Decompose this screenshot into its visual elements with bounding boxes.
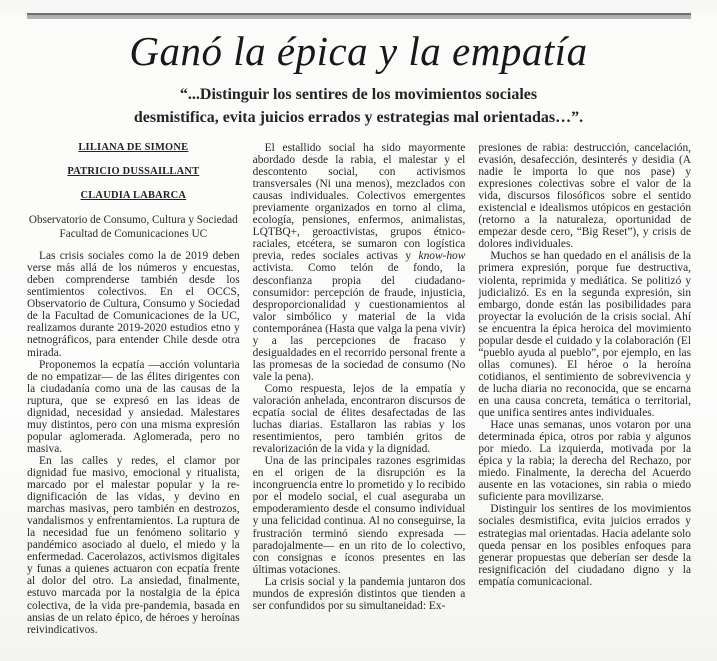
article-columns <box>0 142 717 636</box>
byline-block <box>27 142 240 241</box>
article-deck <box>0 83 717 129</box>
deck-line-2: desmistifica, evita juicios errados y estrategias mal orientadas…”. <box>133 109 584 126</box>
author-name: PATRICIO DUSSAILLANT <box>67 166 200 178</box>
column-3 <box>478 142 691 636</box>
column-2 <box>253 142 466 636</box>
article-paragraph: Como respuesta, lejos de la empatía y valoración anhelada, encontraron discursos de ecpatía social de élites desafectadas de las luchas diarias. Estallaron las rabias y los resentimientos, pero también gritos de revalorización de la vida y la dignidad. <box>252 382 466 456</box>
newspaper-page <box>0 13 717 661</box>
article-paragraph-continuation: presiones de rabia: destrucción, cancelación, evasión, desafección, desinterés y desidia (A nadie le importa lo que nos pase) y expresiones colectivas sobre el valor de la vida, discursos filosóficos sobre el sentido existencial e idealismos utópicos en gestación (retorno a la naturaleza, oportunidad de empezar desde cero, “Big Reset”), y crisis de dolores individuales. <box>478 142 692 251</box>
article-paragraph: La crisis social y la pandemia juntaron dos mundos de expresión distintos que tienden a ser confundidos por su simultaneidad: Ex- <box>252 575 466 612</box>
author-affiliation: Facultad de Comunicaciones UC <box>59 227 208 240</box>
article-paragraph: En las calles y redes, el clamor por dignidad fue masivo, emocional y ritualista, marcado por el malestar popular y la re-dignificación de las vidas, y devino en marchas masivas, pero también en destrozos, vandalismos y enfrentamientos. La ruptura de la necesidad fue un fenómeno solitario y pandémico asociado al duelo, el miedo y la enfermedad. Cacerolazos, activismos digitales y funas a quienes actuaron con ecpatía frente al dolor del otro. La ansiedad, finalmente, estuvo marcada por la nostalgia de la épica colectiva, de la vida pre-pandemia, basada en ansias de un relato épico, de héroes y heroínas reivindicativos. <box>27 454 240 636</box>
article-paragraph: Distinguir los sentires de los movimientos sociales desmistifica, evita juicios errados y estrategias mal orientadas. Hacia adelante solo queda pensar en los posibles enfoques para generar propuestas que deberían ser desde la resignificación del ciudadano digno y la empatía comunicacional. <box>478 503 692 588</box>
deck-line-1: “...Distinguir los sentires de los movimientos sociales <box>179 86 538 103</box>
article-paragraph: Muchos se han quedado en el análisis de la primera expresión, porque fue destructiva, violenta, reprimida y mediática. Se politizó y judicializó. Es en la segunda expresión, sin embargo, donde están las posibilidades para proyectar la evolución de la crisis social. Ahí se encuentra la épica heroica del movimiento popular desde el cuidado y la colaboración (El “pueblo ayuda al pueblo”, por ejemplo, en las ollas comunes). El héroe o la heroína cotidianos, el sentimiento de sobrevivencia y de lucha diaria no reconocida, que se encarna en una causa concreta, temática o territorial, que unifica sentires antes individuales. <box>478 250 692 420</box>
author-name: CLAUDIA LABARCA <box>80 190 187 202</box>
top-rule-divider <box>27 13 691 19</box>
author-name: LILIANA DE SIMONE <box>78 142 189 153</box>
article-paragraph: Proponemos la ecpatía —acción voluntaria de no empatizar— de las élites dirigentes con la ciudadanía como una de las causas de la ruptura, que se expresó en las ideas de dignidad, necesidad y ansiedad. Malestares muy distintos, pero con una misma expresión popular aglomerada. Aglomerada, pero no masiva. <box>27 358 240 455</box>
article-title: Ganó la épica y la empatía <box>129 28 588 74</box>
article-paragraph: Las crisis sociales como la de 2019 deben verse más allá de los números y encuestas, deben comprenderse también desde los sentimientos colectivos. En el OCCS, Observatorio de Cultura, Consumo y Sociedad de la Facultad de Comunicaciones de la UC, realizamos durante 2019-2020 estudios etno y netnográficos, para entender Chile desde otra mirada. <box>27 250 240 359</box>
article-paragraph: El estallido social ha sido mayormente abordado desde la rabia, el malestar y el descontento social, con activismos transversales (Ni una menos), mezclados con causas individuales. Colectivos emergentes previamente organizados en torno al clima, ecología, pensiones, enfermos, animalistas, LQTBQ+, geroactivistas, grupos étnico-raciales, etcétera, se sumaron con logística previa, redes sociales activas y know-how activista. Como telón de fondo, la desconfianza propia del ciudadano-consumidor: percepción de fraude, injusticia, desproporcionalidad y cuestionamientos al valor simbólico y material de la vida contemporánea (Hasta que valga la pena vivir) y a las percepciones de fracaso y desigualdades en el recorrido personal frente a las promesas de la sociedad de consumo (No vale la pena). <box>252 142 466 383</box>
author-affiliation: Observatorio de Consumo, Cultura y Sociedad <box>28 214 238 227</box>
article-paragraph: Una de las principales razones esgrimidas en el origen de la disrupción es la incongruencia entre lo prometido y lo recibido por el modelo social, el cual aseguraba un empoderamiento desde el consumo individual y una felicidad continua. Al no conseguirse, la frustración terminó siendo expresada —paradojalmente— en un rito de lo colectivo, con consignas e íconos presentes en las últimas votaciones. <box>252 455 466 576</box>
column-1 <box>27 142 240 636</box>
article-paragraph: Hace unas semanas, unos votaron por una determinada épica, otros por rabia y algunos por miedo. La izquierda, motivada por la épica y la rabia; la derecha del Rechazo, por miedo. Finalmente, la derecha del Acuerdo ausente en las votaciones, sin rabia o miedo suficiente para movilizarse. <box>478 419 692 504</box>
